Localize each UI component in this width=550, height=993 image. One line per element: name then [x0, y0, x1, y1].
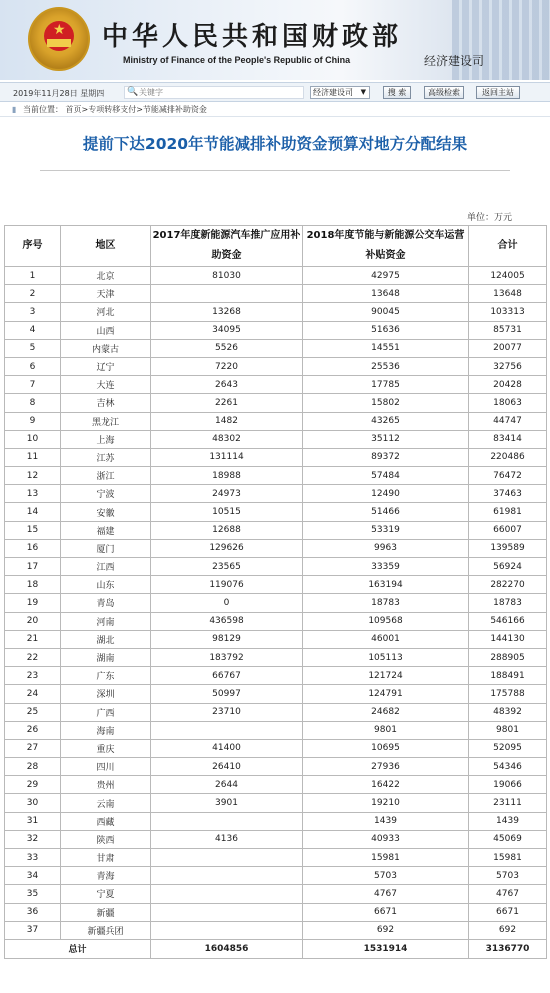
chevron-down-icon: ▼: [360, 88, 366, 96]
table-cell: 9963: [303, 539, 469, 557]
header-banner: [0, 0, 550, 80]
scope-select-value: 经济建设司: [313, 88, 353, 97]
table-cell: 甘肃: [61, 849, 151, 867]
table-cell: 33359: [303, 558, 469, 576]
table-row: [5, 394, 547, 412]
table-cell: 32: [5, 830, 61, 848]
table-cell: 1482: [151, 412, 303, 430]
table-cell: 52095: [469, 739, 547, 757]
table-cell: 海南: [61, 721, 151, 739]
column-header: 2017年度新能源汽车推广应用补助资金: [151, 226, 303, 267]
table-cell: 25: [5, 703, 61, 721]
table-cell: 湖南: [61, 648, 151, 666]
table-cell: 16422: [303, 776, 469, 794]
table-cell: 57484: [303, 467, 469, 485]
table-cell: 新疆: [61, 903, 151, 921]
table-row: [5, 630, 547, 648]
table-cell: 16: [5, 539, 61, 557]
table-cell: 48302: [151, 430, 303, 448]
table-cell: 15802: [303, 394, 469, 412]
table-cell: 17: [5, 558, 61, 576]
table-row: [5, 758, 547, 776]
table-cell: 23: [5, 667, 61, 685]
table-cell: 131114: [151, 448, 303, 466]
table-row: [5, 794, 547, 812]
table-cell: 辽宁: [61, 357, 151, 375]
table-cell: 24973: [151, 485, 303, 503]
table-cell: 282270: [469, 576, 547, 594]
table-cell: 20: [5, 612, 61, 630]
table-row: [5, 503, 547, 521]
scope-select[interactable]: [310, 86, 370, 99]
unit-label: 单位：万元: [467, 213, 513, 223]
table-cell: 83414: [469, 430, 547, 448]
table-cell: 1439: [469, 812, 547, 830]
table-row: [5, 739, 547, 757]
table-cell: 20428: [469, 376, 547, 394]
table-cell: 288905: [469, 648, 547, 666]
allocation-table: [4, 225, 547, 959]
table-cell: 51466: [303, 503, 469, 521]
table-cell: 3: [5, 303, 61, 321]
table-cell: 湖北: [61, 630, 151, 648]
table-row: [5, 576, 547, 594]
table-cell: [151, 285, 303, 303]
table-cell: 41400: [151, 739, 303, 757]
table-cell: 4: [5, 321, 61, 339]
table-cell: 692: [303, 921, 469, 939]
breadcrumb-label: 当前位置：: [22, 105, 63, 114]
table-cell: 66767: [151, 667, 303, 685]
table-cell: 5703: [469, 867, 547, 885]
table-cell: 24682: [303, 703, 469, 721]
table-cell: 新疆兵团: [61, 921, 151, 939]
table-cell: 26410: [151, 758, 303, 776]
table-cell: 黑龙江: [61, 412, 151, 430]
table-cell: 18988: [151, 467, 303, 485]
table-cell: 江西: [61, 558, 151, 576]
table-cell: 10695: [303, 739, 469, 757]
table-cell: 44747: [469, 412, 547, 430]
table-cell: 34: [5, 867, 61, 885]
table-cell: 贵州: [61, 776, 151, 794]
table-cell: 54346: [469, 758, 547, 776]
table-cell: 61981: [469, 503, 547, 521]
table-cell: 天津: [61, 285, 151, 303]
table-cell: 深圳: [61, 685, 151, 703]
table-row: [5, 321, 547, 339]
table-cell: [151, 903, 303, 921]
table-cell: 27936: [303, 758, 469, 776]
table-cell: 云南: [61, 794, 151, 812]
table-cell: 14: [5, 503, 61, 521]
table-cell: 12688: [151, 521, 303, 539]
table-cell: 22: [5, 648, 61, 666]
table-row: [5, 885, 547, 903]
table-row: [5, 648, 547, 666]
table-cell: 15981: [469, 849, 547, 867]
table-cell: 29: [5, 776, 61, 794]
table-cell: 河南: [61, 612, 151, 630]
table-cell: 46001: [303, 630, 469, 648]
table-cell: 36: [5, 903, 61, 921]
column-header: 2018年度节能与新能源公交车运营补贴资金: [303, 226, 469, 267]
table-cell: 吉林: [61, 394, 151, 412]
table-cell: 12: [5, 467, 61, 485]
table-cell: 江苏: [61, 448, 151, 466]
table-cell: 7: [5, 376, 61, 394]
table-cell: 内蒙古: [61, 339, 151, 357]
table-cell: 139589: [469, 539, 547, 557]
table-cell: 4767: [303, 885, 469, 903]
table-cell: 13648: [303, 285, 469, 303]
table-cell: 广西: [61, 703, 151, 721]
table-cell: 1439: [303, 812, 469, 830]
table-cell: 9801: [469, 721, 547, 739]
table-cell: 河北: [61, 303, 151, 321]
table-cell: 19: [5, 594, 61, 612]
breadcrumb: [12, 104, 207, 115]
table-row: [5, 521, 547, 539]
department-name: 经济建设司: [424, 54, 485, 68]
table-row: [5, 594, 547, 612]
table-cell: 32756: [469, 357, 547, 375]
table-row: [5, 430, 547, 448]
table-cell: [151, 921, 303, 939]
divider: [0, 116, 550, 117]
table-cell: 121724: [303, 667, 469, 685]
table-row: [5, 539, 547, 557]
search-button[interactable]: 搜 索: [383, 86, 411, 99]
table-cell: 18783: [469, 594, 547, 612]
table-cell: 11: [5, 448, 61, 466]
table-cell: 163194: [303, 576, 469, 594]
table-row: [5, 812, 547, 830]
table-cell: [151, 721, 303, 739]
table-cell: 9801: [303, 721, 469, 739]
table-cell: 50997: [151, 685, 303, 703]
table-cell: 23565: [151, 558, 303, 576]
table-row: [5, 267, 547, 285]
table-cell: 66007: [469, 521, 547, 539]
table-cell: 福建: [61, 521, 151, 539]
table-cell: 30: [5, 794, 61, 812]
table-row: [5, 485, 547, 503]
table-cell: 四川: [61, 758, 151, 776]
table-cell: 40933: [303, 830, 469, 848]
table-cell: 6: [5, 357, 61, 375]
table-cell: 8: [5, 394, 61, 412]
column-header: 合计: [469, 226, 547, 267]
table-cell: 14551: [303, 339, 469, 357]
column-header: 地区: [61, 226, 151, 267]
table-cell: 76472: [469, 467, 547, 485]
table-cell: 546166: [469, 612, 547, 630]
table-cell: 10: [5, 430, 61, 448]
table-cell: 宁夏: [61, 885, 151, 903]
table-cell: 青岛: [61, 594, 151, 612]
table-cell: 3136770: [469, 939, 547, 958]
search-icon: 🔍: [127, 87, 139, 97]
table-cell: 42975: [303, 267, 469, 285]
table-cell: 90045: [303, 303, 469, 321]
table-row: [5, 830, 547, 848]
table-cell: 13648: [469, 285, 547, 303]
column-header: 序号: [5, 226, 61, 267]
table-row: [5, 357, 547, 375]
toolbar: [0, 82, 550, 102]
home-button[interactable]: 返回主站: [476, 86, 520, 99]
table-row: [5, 685, 547, 703]
table-cell: 124791: [303, 685, 469, 703]
table-cell: 1604856: [151, 939, 303, 958]
table-row: [5, 849, 547, 867]
national-emblem-icon: ★: [28, 7, 90, 71]
table-cell: 85731: [469, 321, 547, 339]
table-cell: 大连: [61, 376, 151, 394]
table-cell: 188491: [469, 667, 547, 685]
table-cell: 15981: [303, 849, 469, 867]
table-cell: 北京: [61, 267, 151, 285]
table-cell: 48392: [469, 703, 547, 721]
table-row: [5, 721, 547, 739]
table-cell: 13: [5, 485, 61, 503]
table-row: [5, 467, 547, 485]
table-cell: 45069: [469, 830, 547, 848]
table-cell: 12490: [303, 485, 469, 503]
table-cell: 0: [151, 594, 303, 612]
table-cell: 109568: [303, 612, 469, 630]
table-row: [5, 558, 547, 576]
table-cell: 18: [5, 576, 61, 594]
table-row: [5, 339, 547, 357]
table-cell: 山西: [61, 321, 151, 339]
breadcrumb-path[interactable]: 首页>专项转移支付>节能减排补助资金: [65, 105, 207, 114]
table-cell: 27: [5, 739, 61, 757]
table-row: [5, 612, 547, 630]
table-cell: 98129: [151, 630, 303, 648]
table-cell: 2643: [151, 376, 303, 394]
table-cell: 124005: [469, 267, 547, 285]
table-row: [5, 776, 547, 794]
table-cell: 5703: [303, 867, 469, 885]
table-cell: 56924: [469, 558, 547, 576]
site-title: 中华人民共和国财政部: [102, 22, 403, 52]
table-cell: 10515: [151, 503, 303, 521]
table-cell: 4136: [151, 830, 303, 848]
table-total-row: [5, 939, 547, 958]
table-cell: 144130: [469, 630, 547, 648]
table-cell: 31: [5, 812, 61, 830]
table-row: [5, 703, 547, 721]
table-cell: 692: [469, 921, 547, 939]
table-cell: 37: [5, 921, 61, 939]
table-row: [5, 376, 547, 394]
table-cell: 18783: [303, 594, 469, 612]
table-row: [5, 285, 547, 303]
table-row: [5, 412, 547, 430]
table-cell: 21: [5, 630, 61, 648]
table-cell: 53319: [303, 521, 469, 539]
table-cell: 119076: [151, 576, 303, 594]
table-cell: 9: [5, 412, 61, 430]
location-icon: ▮: [12, 105, 17, 114]
table-cell: 宁波: [61, 485, 151, 503]
table-cell: 西藏: [61, 812, 151, 830]
table-cell: 183792: [151, 648, 303, 666]
table-cell: 1: [5, 267, 61, 285]
table-row: [5, 867, 547, 885]
table-cell: 上海: [61, 430, 151, 448]
table-cell: 20077: [469, 339, 547, 357]
table-cell: 33: [5, 849, 61, 867]
advanced-search-button[interactable]: 高级检索: [424, 86, 464, 99]
table-cell: 51636: [303, 321, 469, 339]
table-cell: 175788: [469, 685, 547, 703]
table-row: [5, 667, 547, 685]
table-cell: 总计: [5, 939, 151, 958]
article-title: 提前下达2020年节能减排补助资金预算对地方分配结果: [82, 135, 468, 153]
table-cell: 25536: [303, 357, 469, 375]
table-cell: 4767: [469, 885, 547, 903]
table-row: [5, 903, 547, 921]
table-cell: 青海: [61, 867, 151, 885]
table-header-row: [5, 226, 547, 267]
search-box: [124, 86, 304, 99]
table-cell: 3901: [151, 794, 303, 812]
table-cell: 13268: [151, 303, 303, 321]
table-cell: 43265: [303, 412, 469, 430]
table-cell: 重庆: [61, 739, 151, 757]
table-cell: 24: [5, 685, 61, 703]
table-cell: 35: [5, 885, 61, 903]
table-cell: 23111: [469, 794, 547, 812]
table-cell: 19210: [303, 794, 469, 812]
table-cell: 5: [5, 339, 61, 357]
divider: [40, 170, 510, 171]
table-cell: 2644: [151, 776, 303, 794]
table-row: [5, 921, 547, 939]
table-cell: 15: [5, 521, 61, 539]
table-cell: 129626: [151, 539, 303, 557]
table-cell: 2261: [151, 394, 303, 412]
table-cell: [151, 867, 303, 885]
table-cell: 厦门: [61, 539, 151, 557]
table-cell: 18063: [469, 394, 547, 412]
table-cell: 23710: [151, 703, 303, 721]
table-cell: 2: [5, 285, 61, 303]
table-cell: 陕西: [61, 830, 151, 848]
table-cell: 28: [5, 758, 61, 776]
table-cell: 37463: [469, 485, 547, 503]
table-cell: [151, 812, 303, 830]
site-title-english: Ministry of Finance of the People's Republic of China: [123, 55, 351, 65]
search-input[interactable]: [139, 87, 299, 98]
table-cell: [151, 885, 303, 903]
table-cell: 广东: [61, 667, 151, 685]
table-cell: 81030: [151, 267, 303, 285]
table-cell: 436598: [151, 612, 303, 630]
table-cell: 103313: [469, 303, 547, 321]
table-cell: 5526: [151, 339, 303, 357]
table-cell: 220486: [469, 448, 547, 466]
current-date: 2019年11月28日 星期四: [13, 89, 105, 98]
table-cell: 6671: [469, 903, 547, 921]
table-cell: 35112: [303, 430, 469, 448]
table-cell: 6671: [303, 903, 469, 921]
table-row: [5, 448, 547, 466]
table-cell: 浙江: [61, 467, 151, 485]
table-cell: [151, 849, 303, 867]
table-row: [5, 303, 547, 321]
table-cell: 7220: [151, 357, 303, 375]
table-cell: 19066: [469, 776, 547, 794]
table-cell: 34095: [151, 321, 303, 339]
table-cell: 89372: [303, 448, 469, 466]
table-cell: 安徽: [61, 503, 151, 521]
table-cell: 105113: [303, 648, 469, 666]
table-cell: 1531914: [303, 939, 469, 958]
table-cell: 17785: [303, 376, 469, 394]
table-cell: 山东: [61, 576, 151, 594]
table-cell: 26: [5, 721, 61, 739]
